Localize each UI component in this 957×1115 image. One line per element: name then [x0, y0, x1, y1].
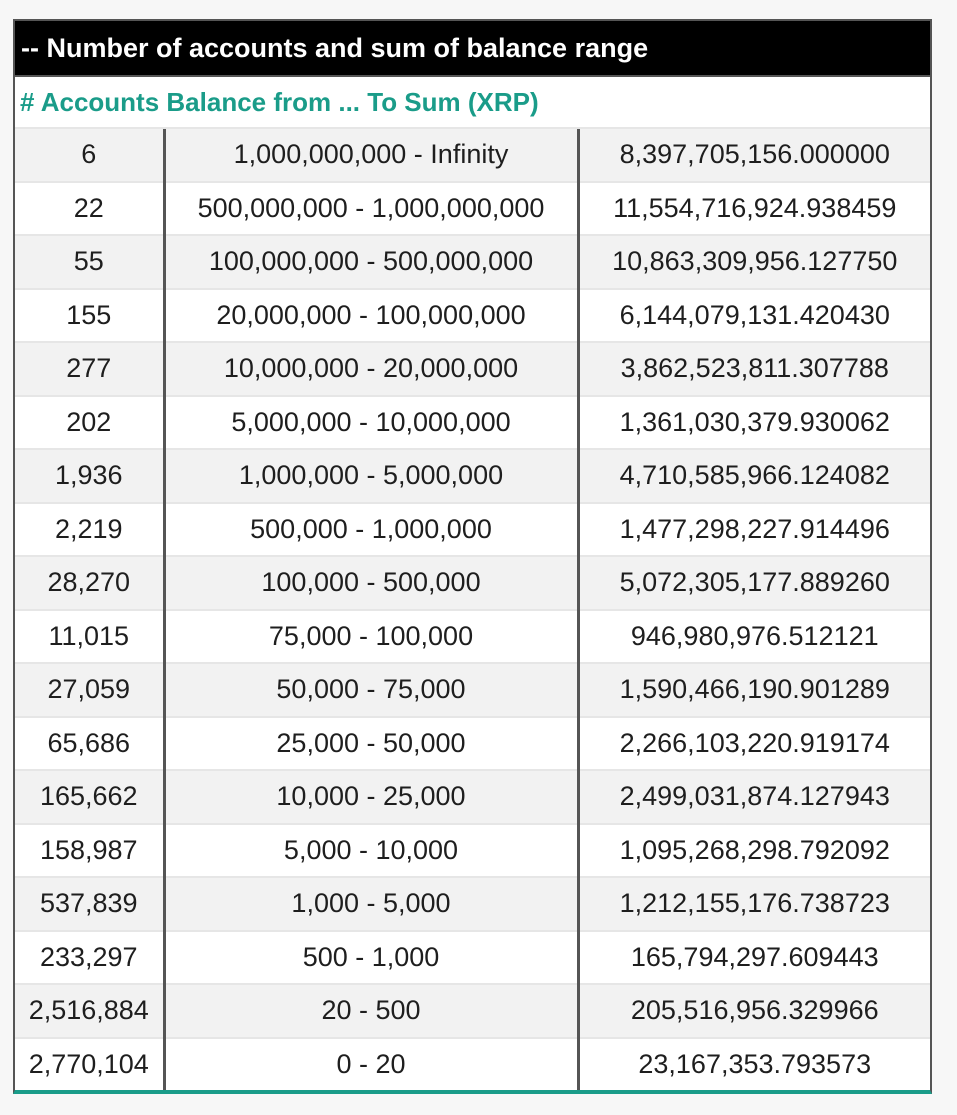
accounts-count-cell: 165,662 [15, 770, 164, 824]
accounts-count-cell: 65,686 [15, 717, 164, 771]
balance-range-cell: 100,000,000 - 500,000,000 [164, 235, 578, 289]
accounts-count-cell: 6 [15, 129, 164, 182]
balance-sum-cell: 1,477,298,227.914496 [578, 503, 930, 557]
balance-sum-cell: 11,554,716,924.938459 [578, 182, 930, 236]
balance-sum-cell: 8,397,705,156.000000 [578, 129, 930, 182]
accounts-count-cell: 2,516,884 [15, 984, 164, 1038]
balance-range-cell: 1,000,000,000 - Infinity [164, 129, 578, 182]
accounts-count-cell: 233,297 [15, 931, 164, 985]
accounts-count-cell: 2,770,104 [15, 1038, 164, 1091]
accounts-count-cell: 1,936 [15, 449, 164, 503]
balance-sum-cell: 4,710,585,966.124082 [578, 449, 930, 503]
balance-range-cell: 5,000 - 10,000 [164, 824, 578, 878]
accounts-count-cell: 27,059 [15, 663, 164, 717]
accounts-count-cell: 277 [15, 342, 164, 396]
table-row [15, 182, 930, 236]
balance-range-cell: 20,000,000 - 100,000,000 [164, 289, 578, 343]
balance-range-cell: 5,000,000 - 10,000,000 [164, 396, 578, 450]
balance-range-cell: 1,000 - 5,000 [164, 877, 578, 931]
balance-range-cell: 500 - 1,000 [164, 931, 578, 985]
accounts-count-cell: 2,219 [15, 503, 164, 557]
table-title: -- Number of accounts and sum of balance range [15, 21, 930, 77]
balance-sum-cell: 2,499,031,874.127943 [578, 770, 930, 824]
balance-range-cell: 10,000 - 25,000 [164, 770, 578, 824]
table-row [15, 289, 930, 343]
table-row [15, 503, 930, 557]
table-row [15, 610, 930, 664]
balance-sum-cell: 1,361,030,379.930062 [578, 396, 930, 450]
table-row [15, 1038, 930, 1091]
accounts-count-cell: 202 [15, 396, 164, 450]
balance-sum-cell: 6,144,079,131.420430 [578, 289, 930, 343]
balance-sum-cell: 23,167,353.793573 [578, 1038, 930, 1091]
balance-sum-cell: 1,590,466,190.901289 [578, 663, 930, 717]
balance-range-cell: 20 - 500 [164, 984, 578, 1038]
balance-sum-cell: 10,863,309,956.127750 [578, 235, 930, 289]
table-row [15, 556, 930, 610]
table-row [15, 984, 930, 1038]
table-header: # Accounts Balance from ... To Sum (XRP) [15, 77, 930, 129]
balance-range-cell: 500,000,000 - 1,000,000,000 [164, 182, 578, 236]
balance-range-cell: 50,000 - 75,000 [164, 663, 578, 717]
accounts-table [15, 129, 930, 1090]
balance-sum-cell: 1,095,268,298.792092 [578, 824, 930, 878]
balance-sum-cell: 205,516,956.329966 [578, 984, 930, 1038]
balance-range-cell: 1,000,000 - 5,000,000 [164, 449, 578, 503]
table-row [15, 824, 930, 878]
balance-range-cell: 25,000 - 50,000 [164, 717, 578, 771]
table-row [15, 770, 930, 824]
accounts-count-cell: 28,270 [15, 556, 164, 610]
table-row [15, 877, 930, 931]
balance-range-cell: 10,000,000 - 20,000,000 [164, 342, 578, 396]
table-row [15, 663, 930, 717]
balance-sum-cell: 2,266,103,220.919174 [578, 717, 930, 771]
table-row [15, 931, 930, 985]
accounts-count-cell: 155 [15, 289, 164, 343]
accounts-count-cell: 22 [15, 182, 164, 236]
balance-sum-cell: 165,794,297.609443 [578, 931, 930, 985]
table-row [15, 342, 930, 396]
accounts-count-cell: 158,987 [15, 824, 164, 878]
balance-sum-cell: 1,212,155,176.738723 [578, 877, 930, 931]
table-row [15, 235, 930, 289]
table-row [15, 396, 930, 450]
accounts-count-cell: 55 [15, 235, 164, 289]
accounts-table-panel [13, 19, 932, 1094]
balance-range-cell: 75,000 - 100,000 [164, 610, 578, 664]
table-row [15, 717, 930, 771]
accounts-count-cell: 11,015 [15, 610, 164, 664]
table-row [15, 129, 930, 182]
balance-sum-cell: 946,980,976.512121 [578, 610, 930, 664]
balance-range-cell: 100,000 - 500,000 [164, 556, 578, 610]
balance-range-cell: 0 - 20 [164, 1038, 578, 1091]
table-row [15, 449, 930, 503]
accounts-count-cell: 537,839 [15, 877, 164, 931]
balance-range-cell: 500,000 - 1,000,000 [164, 503, 578, 557]
balance-sum-cell: 3,862,523,811.307788 [578, 342, 930, 396]
balance-sum-cell: 5,072,305,177.889260 [578, 556, 930, 610]
